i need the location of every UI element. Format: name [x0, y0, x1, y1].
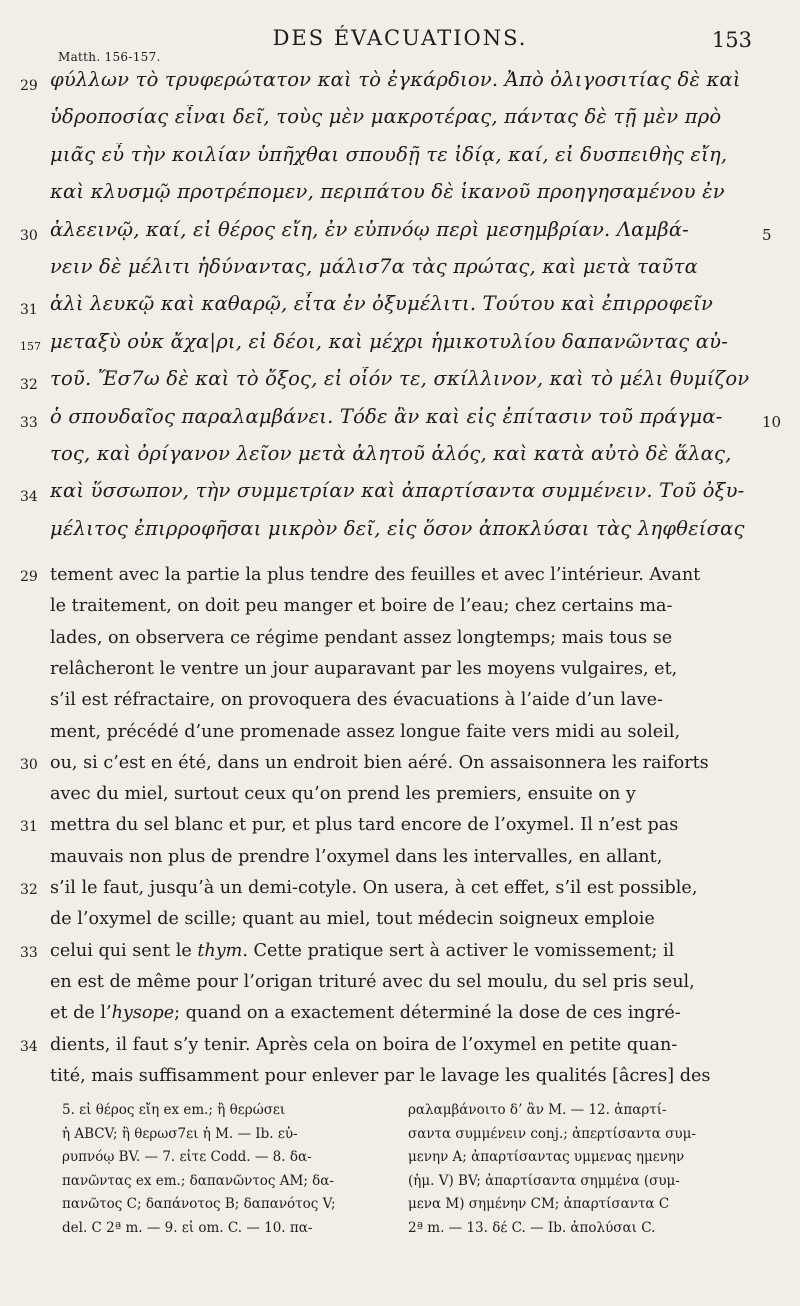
footnote-line-left: πανῶτος C; δαπάνοτος B; δαπανότος V;: [62, 1196, 336, 1213]
greek-line-text: ὑδροποσίας εἶναι δεῖ, τοὺς μὲν μακροτέρας, πάντας δὲ τῇ μὲν πρὸ: [50, 105, 722, 129]
french-line-text: relâcheront le ventre un jour auparavant par les moyens vulgaires, et,: [50, 658, 678, 679]
greek-line: [0, 405, 800, 441]
french-line-text: dients, il faut s’y tenir. Après cela on boira de l’oxymel en petite quan-: [50, 1034, 678, 1055]
greek-line-text: μεταξὺ οὐκ ἄχα|ρι, εἰ δέοι, καὶ μέχρι ἡμικοτυλίου δαπανῶντας αὐ-: [50, 329, 729, 353]
french-line: [0, 909, 800, 938]
greek-line: [0, 442, 800, 478]
line-number: 33: [20, 944, 38, 961]
french-line-text: en est de même pour l’origan trituré avec du sel moulu, du sel pris seul,: [50, 971, 695, 992]
french-line: [0, 722, 800, 751]
french-line: [0, 815, 800, 844]
greek-line: [0, 330, 800, 366]
french-line-text: tité, mais suffisamment pour enlever par le lavage les qualités [âcres] des: [50, 1065, 711, 1086]
french-line: [0, 878, 800, 907]
line-number: 157: [20, 339, 41, 353]
french-line: [0, 1035, 800, 1064]
greek-line: [0, 255, 800, 291]
french-line-text: s’il est réfractaire, on provoquera des évacuations à l’aide d’un lave-: [50, 690, 663, 711]
french-line: [0, 941, 800, 970]
greek-line: [0, 367, 800, 403]
line-number: 29: [20, 78, 38, 94]
footnote-line-right: ραλαμβάνοιτο δ’ ἂν M. — 12. ἀπαρτί-: [408, 1102, 667, 1118]
margin-line-count: 10: [762, 412, 782, 431]
footnote-line-left: ἡ ABCV; ἢ θερωσ7ει ἡ M. — Ib. εὐ-: [62, 1125, 298, 1142]
greek-line-text: ἁλὶ λευκῷ καὶ καθαρῷ, εἶτα ἐν ὀξυμέλιτι. Τούτου καὶ ἐπιρροφεῖν: [50, 292, 714, 316]
italic-term: thym: [197, 940, 243, 961]
french-line-text: s’il le faut, jusqu’à un demi-cotyle. On usera, à cet effet, s’il est possible,: [50, 878, 698, 898]
header-reference: Matth. 156-157.: [58, 50, 161, 64]
french-line-text: avec du miel, surtout ceux qu’on prend les premiers, ensuite on y: [50, 784, 636, 805]
french-line: [0, 784, 800, 813]
line-number: 31: [20, 819, 38, 836]
greek-line-text: φύλλων τὸ τρυφερώτατον καὶ τὸ ἐγκάρδιον. Ἀπὸ ὀλιγοσιτίας δὲ καὶ: [50, 68, 741, 91]
footnote-line-right: μενα M) σημένην CM; ἀπαρτίσαντα C: [408, 1196, 670, 1213]
french-line-text: celui qui sent le thym. Cette pratique sert à activer le vomissement; il: [50, 940, 675, 961]
french-line: [0, 972, 800, 1001]
footnote-line-right: (ἡμ. V) BV; ἀπαρτίσαντα σημμένα (συμ-: [408, 1172, 680, 1189]
greek-line: [0, 517, 800, 553]
french-line-text: tement avec la partie la plus tendre des feuilles et avec l’intérieur. Avant: [50, 565, 701, 585]
french-line: [0, 690, 800, 719]
french-line: [0, 628, 800, 657]
footnote-line-left: ρυπνόῳ BV. — 7. εἶτε Codd. — 8. δα-: [62, 1149, 312, 1166]
greek-line: [0, 68, 800, 104]
greek-line: [0, 479, 800, 515]
footnote-line-left: πανῶντας ex em.; δαπανῶντος AM; δα-: [62, 1172, 334, 1189]
line-number: 34: [20, 489, 38, 506]
french-line: [0, 659, 800, 688]
french-line: [0, 1003, 800, 1032]
line-number: 30: [20, 756, 38, 773]
greek-line-text: καὶ ὕσσωπον, τὴν συμμετρίαν καὶ ἀπαρτίσαντα συμμένειν. Τοῦ ὀξυ-: [50, 479, 745, 503]
greek-line-text: ἀλεεινῷ, καί, εἰ θέρος εἴη, ἐν εὐπνόῳ περὶ μεσημβρίαν. Λαμβά-: [50, 217, 689, 241]
line-number: 29: [20, 569, 38, 585]
french-line-text: le traitement, on doit peu manger et boire de l’eau; chez certains ma-: [50, 596, 673, 617]
greek-line-text: καὶ κλυσμῷ προτρέπομεν, περιπάτου δὲ ἱκανοῦ προηγησαμένου ἐν: [50, 180, 725, 204]
french-line-text: lades, on observera ce régime pendant assez longtemps; mais tous se: [50, 627, 673, 648]
french-line-text: mauvais non plus de prendre l’oxymel dans les intervalles, en allant,: [50, 846, 663, 867]
footnote-line-right: 2ª m. — 13. δέ C. — Ib. ἀπολύσαι C.: [408, 1220, 656, 1236]
french-line-text: ou, si c’est en été, dans un endroit bien aéré. On assaisonnera les raiforts: [50, 752, 709, 773]
footnote-line-right: σαντα συμμένειν conj.; ἀπερτίσαντα συμ-: [408, 1125, 696, 1142]
greek-line: [0, 180, 800, 216]
french-line: [0, 596, 800, 625]
italic-term: hysope: [111, 1003, 175, 1024]
greek-line-text: μέλιτος ἐπιρροφῆσαι μικρὸν δεῖ, εἰς ὅσον ἀποκλύσαι τὰς ληφθείσας: [50, 516, 745, 540]
french-line: [0, 1066, 800, 1095]
line-number: 34: [20, 1038, 38, 1055]
french-line-text: et de l’hysope; quand on a exactement déterminé la dose de ces ingré-: [50, 1003, 681, 1024]
line-number: 31: [20, 302, 38, 319]
greek-line-text: τος, καὶ ὀρίγανον λεῖον μετὰ ἀλητοῦ ἁλός, καὶ κατὰ αὐτὸ δὲ ἅλας,: [50, 442, 732, 465]
greek-line-text: ὁ σπουδαῖος παραλαμβάνει. Τόδε ἂν καὶ εἰς ἐπίτασιν τοῦ πράγμα-: [50, 404, 723, 428]
line-number: 30: [20, 227, 38, 244]
french-line-text: ment, précédé d’une promenade assez longue faite vers midi au soleil,: [50, 721, 681, 742]
footnote-line-right: μενην A; ἀπαρτίσαντας υμμενας ημενην: [408, 1149, 685, 1166]
greek-line: [0, 292, 800, 328]
french-line: [0, 753, 800, 782]
line-number: 33: [20, 414, 38, 431]
footnote-line-left: del. C 2ª m. — 9. εἰ om. C. — 10. πα-: [62, 1220, 313, 1236]
greek-line: [0, 218, 800, 254]
page-number: 153: [711, 28, 752, 52]
greek-line-text: μιᾶς εὖ τὴν κοιλίαν ὑπῆχθαι σπουδῇ τε ἰδίᾳ, καί, εἰ δυσπειθὴς εἴη,: [50, 142, 728, 166]
greek-line: [0, 105, 800, 141]
line-number: 32: [20, 882, 38, 898]
french-line-text: de l’oxymel de scille; quant au miel, tout médecin soigneux emploie: [50, 909, 655, 930]
french-line: [0, 847, 800, 876]
french-line-text: mettra du sel blanc et pur, et plus tard encore de l’oxymel. Il n’est pas: [50, 815, 679, 836]
greek-line-text: νειν δὲ μέλιτι ἡδύναντας, μάλισ7α τὰς πρώτας, καὶ μετὰ ταῦτα: [50, 255, 698, 278]
running-title: DES ÉVACUATIONS.: [272, 26, 528, 50]
french-line: [0, 565, 800, 594]
greek-line: [0, 143, 800, 179]
line-number: 32: [20, 377, 38, 394]
greek-line-text: τοῦ. Ἔσ7ω δὲ καὶ τὸ ὄξος, εἰ οἷόν τε, σκίλλινον, καὶ τὸ μέλι θυμίζον: [50, 367, 750, 391]
margin-line-count: 5: [762, 225, 772, 244]
footnote-line-left: 5. εἰ θέρος εἴη ex em.; ἢ θερώσει: [62, 1102, 286, 1118]
